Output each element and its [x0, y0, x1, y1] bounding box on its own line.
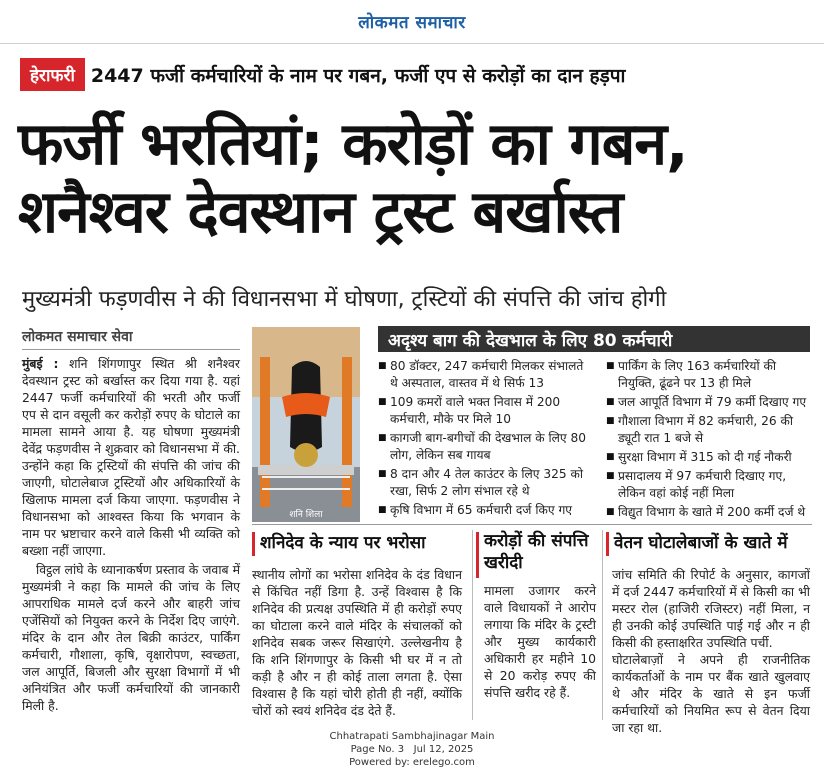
fact-item: ■ सुरक्षा विभाग में 315 को दी गई नौकरी — [606, 449, 810, 466]
kicker-tag: हेराफरी — [20, 58, 85, 91]
headline-line-2: शनैश्वर देवस्थान ट्रस्ट बर्खास्त — [18, 177, 623, 246]
salary-paragraph-1: जांच समिति की रिपोर्ट के अनुसार, कागजों में दर्ज 2447 कर्मचारियों में से किसी का भी मस्टर रोल (हाजिरी रजिस्टर) नहीं मिला, न ही उनकी कोई उपस्थिति पाई गई और न ही किसी की हस्ताक्षरित उपस्थिति पर्ची. — [612, 567, 810, 650]
footer-page-date — [0, 743, 824, 756]
footer-date: Jul 12, 2025 — [413, 744, 474, 755]
headline-line-1: फर्जी भरतियां; करोड़ों का गबन, — [18, 109, 688, 178]
fact-item: ■ जल आपूर्ति विभाग में 79 कर्मी दिखाए गए — [606, 394, 810, 411]
kicker-text: 2447 फर्जी कर्मचारियों के नाम पर गबन, फर्जी एप से करोड़ों का दान हड़पा — [90, 64, 626, 87]
fact-item: ■ प्रसादालय में 97 कर्मचारी दिखाए गए, लेकिन वहां कोई नहीं मिला — [606, 468, 810, 502]
fact-list-left — [378, 358, 590, 521]
fact-item: ■ पार्किंग के लिए 163 कर्मचारियों की नियुक्ति, ढूंढने पर 13 ही मिले — [606, 358, 810, 392]
photo-caption: शनि शिला — [289, 510, 323, 520]
section-title-faith: शनिदेव के न्याय पर भरोसा — [260, 533, 426, 553]
fact-item: ■ कागजी बाग-बगीचों की देखभाल के लिए 80 लोग, लेकिन सब गायब — [378, 430, 590, 464]
fact-box-title: अदृश्य बाग की देखभाल के लिए 80 कर्मचारी — [378, 326, 810, 352]
lead-story-column — [22, 355, 240, 716]
salary-paragraph-2: घोटालेबाज़ों ने अपने ही राजनीतिक कार्यकर्ताओं के नाम पर बैंक खाते खुलवाए थे और मंदिर के खाते से इन फर्जी कर्मचारियों को नियमित रूप से वेतन दिया जा रहा था. — [612, 652, 810, 735]
subheadline: मुख्यमंत्री फड़णवीस ने की विधानसभा में घोषणा, ट्रस्टियों की संपत्ति की जांच होगी — [22, 287, 667, 312]
section-accent-bar — [476, 532, 479, 578]
page-footer — [0, 730, 824, 769]
dateline: मुंबई : — [22, 356, 59, 371]
lead-paragraph — [22, 355, 240, 559]
byline: लोकमत समाचार सेवा — [22, 327, 240, 350]
footer-powered: Powered by: erelego.com — [349, 757, 475, 768]
fact-item: ■ 109 कमरों वाले भक्त निवास में 200 कर्मचारी, मौके पर मिले 10 — [378, 394, 590, 428]
photo-illustration — [252, 327, 360, 522]
lead-paragraph-text: शनि शिंगणापुर स्थित श्री शनैश्वर देवस्थान ट्रस्ट को बर्खास्त कर दिया गया है. यहां 2447 फर्जी कर्मचारियों की भरती और फर्जी एप से दान वसूली कर करोड़ों रुपए के घोटाले का मामला सामने आया है. यह घोषणा मुख्यमंत्री देवेंद्र फड़णवीस ने शुक्रवार को विधानसभा में की. उन्होंने कहा कि ट्रस्टियों की संपत्ति की जांच की जाएगी, घोटालेबाज ट्रस्टियों और अधिकारियों के खिलाफ मामला दर्ज किया जाएगा. फड़णवीस ने विधानसभा को आश्वस्त किया कि भगवान के नाम पर भ्रष्टाचार करने वाले किसी भी व्यक्ति को बख्शा नहीं जाएगा. — [22, 356, 240, 558]
salary-column — [612, 566, 810, 736]
section-title-property: करोड़ों की संपत्ति खरीदी — [484, 531, 589, 573]
column-rule — [602, 530, 603, 720]
masthead-brand: लोकमत समाचार — [358, 13, 466, 33]
footer-edition: Chhatrapati Sambhajinagar Main — [329, 731, 495, 742]
fact-item: ■ विद्युत विभाग के खाते में 200 कर्मी दर्ज थे — [606, 504, 810, 521]
headline — [18, 110, 808, 246]
fact-item: ■ 80 डॉक्टर, 247 कर्मचारी मिलकर संभालते थे अस्पताल, वास्तव में थे सिर्फ 13 — [378, 358, 590, 392]
fact-list-right — [606, 358, 810, 523]
section-accent-bar — [606, 532, 609, 556]
section-accent-bar — [252, 532, 255, 556]
column-rule — [472, 530, 473, 720]
property-column: मामला उजागर करने वाले विधायकों ने आरोप लगाया कि मंदिर के ट्रस्टी और मुख्य कार्यकारी अधिकारी हर महीने 10 से 20 करोड़ रुपए की संपत्ति खरीद रहे हैं. — [484, 583, 596, 700]
shani-idol-photo — [252, 327, 360, 522]
section-divider — [252, 524, 812, 525]
fact-item: ■ कृषि विभाग में 65 कर्मचारी दर्ज किए गए — [378, 502, 590, 519]
masthead — [0, 0, 824, 44]
kicker-row — [20, 58, 810, 92]
footer-page: Page No. 3 — [350, 744, 405, 755]
second-paragraph: विट्ठल लांघे के ध्यानाकर्षण प्रस्ताव के जवाब में मुख्यमंत्री ने कहा कि मामले की जांच के लिए आपराधिक मामले दर्ज करने और बाहरी जांच एजेंसियों को नियुक्त करने के निर्देश दिए जाएंगे. मंदिर के दान और तेल बिक्री काउंटर, पार्किंग कर्मचारी, गौशाला, कृषि, वृक्षारोपण, स्वच्छता, जल आपूर्ति, बिजली और सुरक्षा विभागों में भी अनियंत्रित और फर्जी कर्मचारियों की जानकारी मिली है. — [22, 562, 240, 713]
section-title-salary: वेतन घोटालेबाजों के खाते में — [614, 533, 788, 553]
fact-item: ■ गौशाला विभाग में 82 कर्मचारी, 26 की ड्यूटी रात 1 बजे से — [606, 413, 810, 447]
faith-column: स्थानीय लोगों का भरोसा शनिदेव के दंड विधान से किंचित नहीं डिगा है. उन्हें विश्वास है कि शनिदेव की प्रत्यक्ष उपस्थिति में ही करोड़ों रुपए का घोटाला करने वाले मंदिर के संचालकों को शनिदेव सबक जरूर सिखाएंगे. उल्लेखनीय है कि शनि शिंगणापुर के किसी भी घर में न तो कड़ी है और न ही कोई ताला लगता है. ऐसा विश्वास है कि यहां चोरी होती ही नहीं, क्योंकि चोरों को स्वयं शनिदेव दंड देते हैं. — [252, 567, 462, 718]
fact-item: ■ 8 दान और 4 तेल काउंटर के लिए 325 को रखा, सिर्फ 2 लोग संभाल रहे थे — [378, 466, 590, 500]
